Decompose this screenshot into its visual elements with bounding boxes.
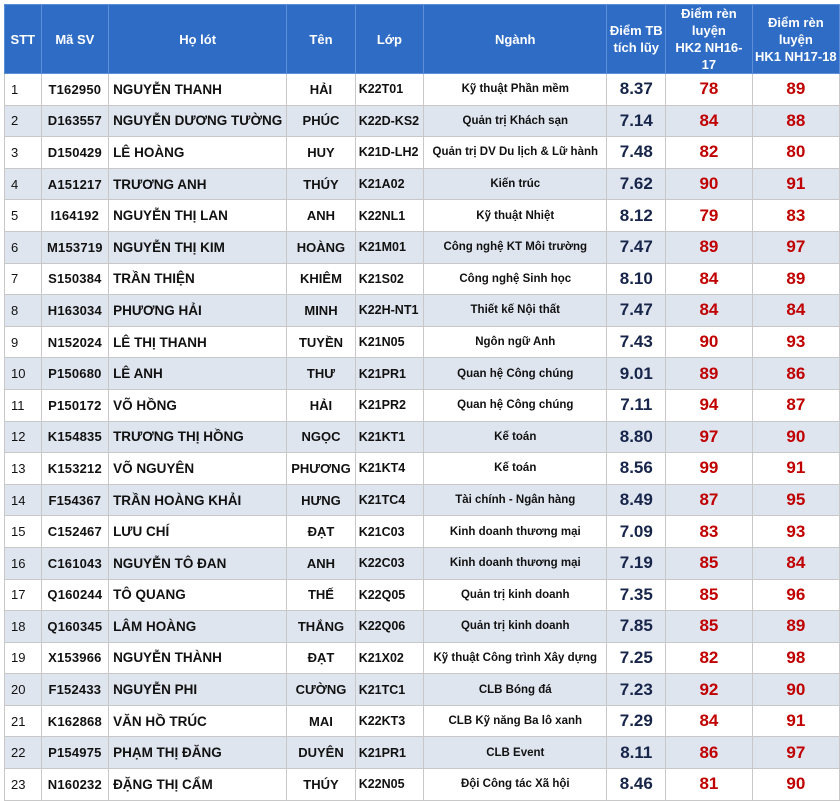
cell-lop: K22T01	[355, 74, 423, 106]
cell-ren-luyen-hk1: 90	[752, 421, 839, 453]
cell-ma-sv: S150384	[41, 263, 108, 295]
table-row	[5, 263, 840, 295]
cell-nganh: Ngôn ngữ Anh	[424, 326, 607, 358]
cell-ho-lot: NGUYỄN THỊ KIM	[109, 231, 287, 263]
header-ren-luyen-hk2-line2: HK2 NH16-17	[675, 40, 743, 72]
cell-nganh: Đội Công tác Xã hội	[424, 769, 607, 801]
cell-ren-luyen-hk2: 84	[666, 263, 752, 295]
header-diem-tb-line2: tích lũy	[613, 40, 660, 55]
cell-stt: 9	[5, 326, 42, 358]
cell-ren-luyen-hk1: 89	[752, 74, 839, 106]
cell-lop: K21D-LH2	[355, 137, 423, 169]
cell-nganh: Quản trị kinh doanh	[424, 611, 607, 643]
table-row	[5, 137, 840, 169]
cell-diem-tb: 7.43	[607, 326, 666, 358]
cell-nganh: Kỹ thuật Nhiệt	[424, 200, 607, 232]
cell-ten: PHƯƠNG	[287, 453, 355, 485]
cell-ren-luyen-hk1: 90	[752, 674, 839, 706]
cell-ten: MINH	[287, 295, 355, 327]
cell-stt: 1	[5, 74, 42, 106]
header-diem-tb-line1: Điểm TB	[609, 23, 663, 38]
cell-lop: K21N05	[355, 326, 423, 358]
table-row	[5, 611, 840, 643]
cell-ho-lot: TRẦN THIỆN	[109, 263, 287, 295]
cell-nganh: Kế toán	[424, 421, 607, 453]
cell-nganh: CLB Event	[424, 737, 607, 769]
table-row	[5, 168, 840, 200]
cell-ho-lot: TRƯƠNG THỊ HỒNG	[109, 421, 287, 453]
cell-ma-sv: Q160244	[41, 579, 108, 611]
cell-ren-luyen-hk2: 90	[666, 326, 752, 358]
cell-ren-luyen-hk2: 99	[666, 453, 752, 485]
cell-ma-sv: N152024	[41, 326, 108, 358]
header-ren-luyen-hk1-line2: HK1 NH17-18	[754, 48, 837, 64]
cell-ren-luyen-hk2: 83	[666, 516, 752, 548]
cell-ten: HUY	[287, 137, 355, 169]
header-ren-luyen-hk1	[752, 5, 839, 74]
cell-ren-luyen-hk2: 97	[666, 421, 752, 453]
cell-stt: 17	[5, 579, 42, 611]
cell-nganh: CLB Kỹ năng Ba lô xanh	[424, 705, 607, 737]
student-table-sheet	[4, 4, 840, 801]
cell-ren-luyen-hk2: 82	[666, 642, 752, 674]
cell-nganh: Quản trị kinh doanh	[424, 579, 607, 611]
cell-ten: PHÚC	[287, 105, 355, 137]
cell-nganh: Kinh doanh thương mại	[424, 516, 607, 548]
cell-nganh: Kế toán	[424, 453, 607, 485]
cell-ma-sv: I164192	[41, 200, 108, 232]
table-row	[5, 547, 840, 579]
cell-ren-luyen-hk2: 82	[666, 137, 752, 169]
cell-ma-sv: P150680	[41, 358, 108, 390]
cell-ren-luyen-hk2: 90	[666, 168, 752, 200]
cell-lop: K21TC1	[355, 674, 423, 706]
cell-ren-luyen-hk1: 83	[752, 200, 839, 232]
cell-ho-lot: PHƯƠNG HẢI	[109, 295, 287, 327]
cell-ten: HƯNG	[287, 484, 355, 516]
table-row	[5, 579, 840, 611]
cell-diem-tb: 7.09	[607, 516, 666, 548]
cell-nganh: Tài chính - Ngân hàng	[424, 484, 607, 516]
cell-ten: ĐẠT	[287, 516, 355, 548]
cell-ho-lot: VÕ HỒNG	[109, 389, 287, 421]
cell-stt: 11	[5, 389, 42, 421]
cell-ho-lot: LÊ ANH	[109, 358, 287, 390]
cell-ren-luyen-hk1: 87	[752, 389, 839, 421]
cell-ren-luyen-hk1: 89	[752, 263, 839, 295]
cell-ho-lot: LƯU CHÍ	[109, 516, 287, 548]
table-header-row	[5, 5, 840, 74]
table-row	[5, 231, 840, 263]
cell-lop: K21C03	[355, 516, 423, 548]
cell-diem-tb: 8.12	[607, 200, 666, 232]
cell-stt: 22	[5, 737, 42, 769]
cell-diem-tb: 7.14	[607, 105, 666, 137]
cell-lop: K21PR1	[355, 358, 423, 390]
cell-ho-lot: NGUYỄN THÀNH	[109, 642, 287, 674]
cell-lop: K22H-NT1	[355, 295, 423, 327]
cell-ren-luyen-hk2: 87	[666, 484, 752, 516]
cell-nganh: Quản trị Khách sạn	[424, 105, 607, 137]
cell-nganh: Công nghệ Sinh học	[424, 263, 607, 295]
cell-ten: ĐẠT	[287, 642, 355, 674]
cell-lop: K21KT4	[355, 453, 423, 485]
cell-lop: K22NL1	[355, 200, 423, 232]
cell-ren-luyen-hk1: 93	[752, 326, 839, 358]
cell-diem-tb: 9.01	[607, 358, 666, 390]
cell-lop: K22C03	[355, 547, 423, 579]
table-row	[5, 105, 840, 137]
cell-nganh: Kinh doanh thương mại	[424, 547, 607, 579]
cell-diem-tb: 8.80	[607, 421, 666, 453]
cell-ten: KHIÊM	[287, 263, 355, 295]
cell-ren-luyen-hk2: 89	[666, 231, 752, 263]
cell-ho-lot: PHẠM THỊ ĐĂNG	[109, 737, 287, 769]
cell-ten: ANH	[287, 547, 355, 579]
cell-ten: HOÀNG	[287, 231, 355, 263]
cell-ten: THÚY	[287, 168, 355, 200]
cell-ma-sv: K154835	[41, 421, 108, 453]
cell-ren-luyen-hk1: 84	[752, 295, 839, 327]
cell-ho-lot: VÕ NGUYÊN	[109, 453, 287, 485]
cell-nganh: Kiến trúc	[424, 168, 607, 200]
cell-ren-luyen-hk2: 85	[666, 579, 752, 611]
cell-ren-luyen-hk1: 88	[752, 105, 839, 137]
cell-ten: THẾ	[287, 579, 355, 611]
cell-diem-tb: 7.29	[607, 705, 666, 737]
table-row	[5, 389, 840, 421]
table-body	[5, 74, 840, 801]
cell-ten: MAI	[287, 705, 355, 737]
cell-diem-tb: 7.11	[607, 389, 666, 421]
table-row	[5, 358, 840, 390]
cell-ten: THÚY	[287, 769, 355, 801]
cell-diem-tb: 8.11	[607, 737, 666, 769]
cell-lop: K21PR1	[355, 737, 423, 769]
cell-ho-lot: NGUYỄN DƯƠNG TƯỜNG	[109, 105, 287, 137]
cell-ten: THẮNG	[287, 611, 355, 643]
cell-ma-sv: C161043	[41, 547, 108, 579]
cell-ma-sv: K153212	[41, 453, 108, 485]
cell-ren-luyen-hk2: 79	[666, 200, 752, 232]
cell-stt: 20	[5, 674, 42, 706]
cell-ten: NGỌC	[287, 421, 355, 453]
cell-stt: 3	[5, 137, 42, 169]
cell-ren-luyen-hk1: 97	[752, 231, 839, 263]
cell-ren-luyen-hk1: 89	[752, 611, 839, 643]
cell-ren-luyen-hk2: 92	[666, 674, 752, 706]
cell-diem-tb: 7.23	[607, 674, 666, 706]
table-row	[5, 484, 840, 516]
cell-ma-sv: F152433	[41, 674, 108, 706]
cell-stt: 7	[5, 263, 42, 295]
cell-diem-tb: 8.10	[607, 263, 666, 295]
cell-ma-sv: T162950	[41, 74, 108, 106]
cell-ma-sv: C152467	[41, 516, 108, 548]
cell-ren-luyen-hk1: 93	[752, 516, 839, 548]
cell-ho-lot: TRẦN HOÀNG KHẢI	[109, 484, 287, 516]
header-holot: Họ lót	[109, 5, 287, 74]
cell-ma-sv: P150172	[41, 389, 108, 421]
cell-stt: 15	[5, 516, 42, 548]
cell-ma-sv: K162868	[41, 705, 108, 737]
cell-ren-luyen-hk2: 85	[666, 611, 752, 643]
cell-diem-tb: 7.62	[607, 168, 666, 200]
cell-nganh: Kỹ thuật Phần mềm	[424, 74, 607, 106]
cell-stt: 14	[5, 484, 42, 516]
header-diem-tb	[607, 5, 666, 74]
cell-ren-luyen-hk2: 86	[666, 737, 752, 769]
cell-ren-luyen-hk2: 78	[666, 74, 752, 106]
cell-stt: 18	[5, 611, 42, 643]
table-row	[5, 453, 840, 485]
cell-lop: K21PR2	[355, 389, 423, 421]
cell-ho-lot: TRƯƠNG ANH	[109, 168, 287, 200]
cell-diem-tb: 7.48	[607, 137, 666, 169]
cell-ren-luyen-hk2: 85	[666, 547, 752, 579]
cell-lop: K21KT1	[355, 421, 423, 453]
cell-ren-luyen-hk1: 86	[752, 358, 839, 390]
header-ren-luyen-hk2	[666, 5, 752, 74]
cell-ren-luyen-hk1: 96	[752, 579, 839, 611]
cell-ho-lot: TÔ QUANG	[109, 579, 287, 611]
cell-ren-luyen-hk1: 97	[752, 737, 839, 769]
cell-stt: 19	[5, 642, 42, 674]
table-row	[5, 516, 840, 548]
cell-stt: 4	[5, 168, 42, 200]
cell-stt: 8	[5, 295, 42, 327]
cell-stt: 21	[5, 705, 42, 737]
cell-stt: 12	[5, 421, 42, 453]
cell-lop: K21S02	[355, 263, 423, 295]
cell-ren-luyen-hk1: 98	[752, 642, 839, 674]
header-nganh: Ngành	[424, 5, 607, 74]
cell-ren-luyen-hk1: 91	[752, 453, 839, 485]
cell-lop: K22Q05	[355, 579, 423, 611]
cell-ma-sv: H163034	[41, 295, 108, 327]
cell-stt: 23	[5, 769, 42, 801]
cell-stt: 6	[5, 231, 42, 263]
cell-ren-luyen-hk2: 81	[666, 769, 752, 801]
table-row	[5, 642, 840, 674]
cell-lop: K21M01	[355, 231, 423, 263]
table-row	[5, 674, 840, 706]
cell-diem-tb: 7.47	[607, 231, 666, 263]
cell-ren-luyen-hk1: 80	[752, 137, 839, 169]
cell-ho-lot: NGUYỄN TÔ ĐAN	[109, 547, 287, 579]
cell-ren-luyen-hk2: 84	[666, 295, 752, 327]
cell-ren-luyen-hk2: 84	[666, 105, 752, 137]
cell-ren-luyen-hk1: 95	[752, 484, 839, 516]
cell-ren-luyen-hk2: 89	[666, 358, 752, 390]
cell-nganh: Thiết kế Nội thất	[424, 295, 607, 327]
cell-nganh: Quản trị DV Du lịch & Lữ hành	[424, 137, 607, 169]
cell-ma-sv: N160232	[41, 769, 108, 801]
cell-ten: DUYÊN	[287, 737, 355, 769]
cell-diem-tb: 7.85	[607, 611, 666, 643]
cell-ma-sv: F154367	[41, 484, 108, 516]
cell-nganh: Quan hệ Công chúng	[424, 389, 607, 421]
cell-ma-sv: P154975	[41, 737, 108, 769]
header-stt: STT	[5, 5, 42, 74]
cell-ho-lot: LÊ THỊ THANH	[109, 326, 287, 358]
cell-ma-sv: D163557	[41, 105, 108, 137]
cell-stt: 10	[5, 358, 42, 390]
cell-lop: K22D-KS2	[355, 105, 423, 137]
cell-stt: 16	[5, 547, 42, 579]
cell-lop: K22N05	[355, 769, 423, 801]
cell-ren-luyen-hk1: 90	[752, 769, 839, 801]
cell-ten: ANH	[287, 200, 355, 232]
cell-nganh: Kỹ thuật Công trình Xây dựng	[424, 642, 607, 674]
header-ten: Tên	[287, 5, 355, 74]
cell-ren-luyen-hk1: 84	[752, 547, 839, 579]
cell-ren-luyen-hk2: 94	[666, 389, 752, 421]
cell-nganh: CLB Bóng đá	[424, 674, 607, 706]
cell-lop: K21TC4	[355, 484, 423, 516]
student-score-table	[4, 4, 840, 801]
cell-ho-lot: LÊ HOÀNG	[109, 137, 287, 169]
cell-ho-lot: LÂM HOÀNG	[109, 611, 287, 643]
cell-ho-lot: NGUYỄN PHI	[109, 674, 287, 706]
cell-ma-sv: X153966	[41, 642, 108, 674]
table-row	[5, 769, 840, 801]
table-row	[5, 737, 840, 769]
cell-ten: CƯỜNG	[287, 674, 355, 706]
cell-ten: HẢI	[287, 389, 355, 421]
cell-ten: THƯ	[287, 358, 355, 390]
cell-ten: HẢI	[287, 74, 355, 106]
cell-ho-lot: NGUYỄN THANH	[109, 74, 287, 106]
cell-ren-luyen-hk1: 91	[752, 705, 839, 737]
cell-ma-sv: Q160345	[41, 611, 108, 643]
header-ren-luyen-hk1-line1: Điểm rèn luyện	[768, 14, 824, 47]
cell-lop: K21X02	[355, 642, 423, 674]
cell-diem-tb: 8.37	[607, 74, 666, 106]
cell-ren-luyen-hk1: 91	[752, 168, 839, 200]
cell-nganh: Công nghệ KT Môi trường	[424, 231, 607, 263]
table-row	[5, 295, 840, 327]
cell-ten: TUYỀN	[287, 326, 355, 358]
table-row	[5, 200, 840, 232]
header-masv: Mã SV	[41, 5, 108, 74]
cell-ma-sv: A151217	[41, 168, 108, 200]
cell-ho-lot: VĂN HỒ TRÚC	[109, 705, 287, 737]
header-lop: Lớp	[355, 5, 423, 74]
cell-nganh: Quan hệ Công chúng	[424, 358, 607, 390]
cell-diem-tb: 7.19	[607, 547, 666, 579]
cell-ren-luyen-hk2: 84	[666, 705, 752, 737]
table-row	[5, 705, 840, 737]
cell-diem-tb: 8.56	[607, 453, 666, 485]
cell-lop: K22KT3	[355, 705, 423, 737]
cell-ho-lot: NGUYỄN THỊ LAN	[109, 200, 287, 232]
cell-diem-tb: 7.25	[607, 642, 666, 674]
table-row	[5, 74, 840, 106]
cell-diem-tb: 7.47	[607, 295, 666, 327]
cell-lop: K22Q06	[355, 611, 423, 643]
cell-diem-tb: 8.49	[607, 484, 666, 516]
cell-ma-sv: D150429	[41, 137, 108, 169]
cell-diem-tb: 7.35	[607, 579, 666, 611]
header-ren-luyen-hk2-line1: Điểm rèn luyện	[681, 6, 737, 38]
cell-stt: 13	[5, 453, 42, 485]
cell-ho-lot: ĐẶNG THỊ CẨM	[109, 769, 287, 801]
cell-stt: 5	[5, 200, 42, 232]
cell-stt: 2	[5, 105, 42, 137]
cell-ma-sv: M153719	[41, 231, 108, 263]
table-row	[5, 421, 840, 453]
table-row	[5, 326, 840, 358]
cell-diem-tb: 8.46	[607, 769, 666, 801]
cell-lop: K21A02	[355, 168, 423, 200]
